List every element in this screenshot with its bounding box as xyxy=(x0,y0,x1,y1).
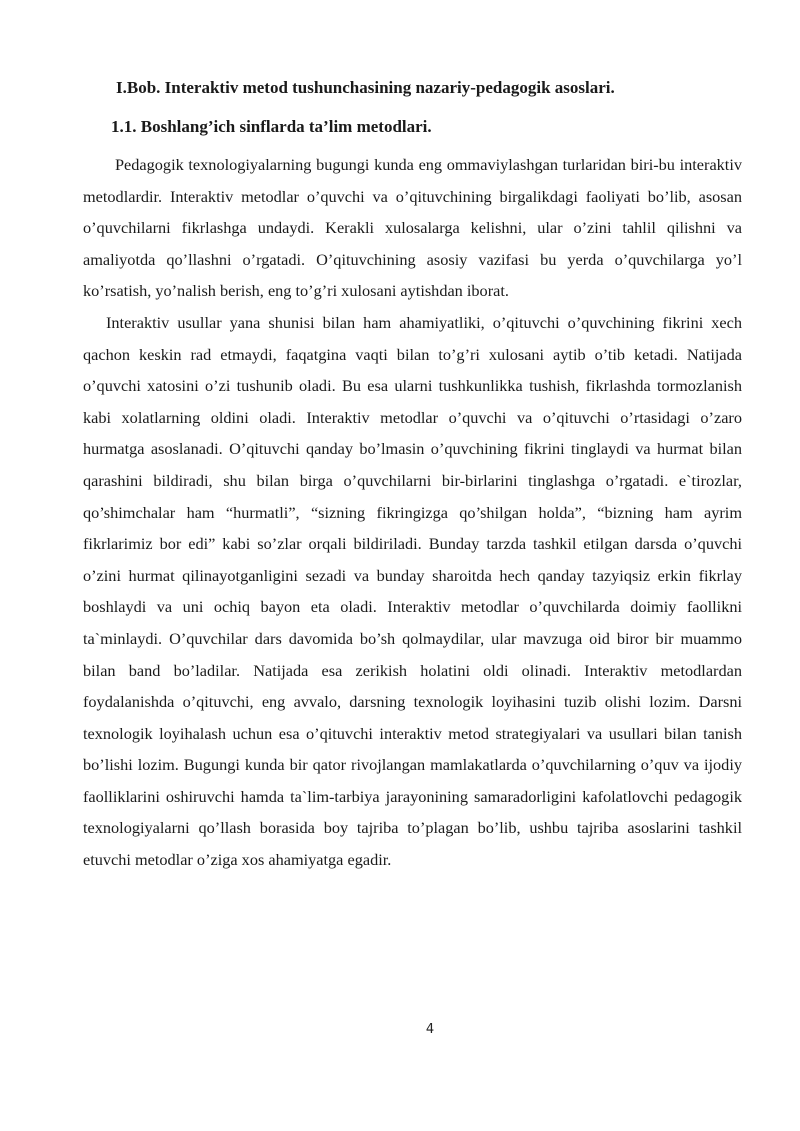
chapter-title: I.Bob. Interaktiv metod tushunchasining nazariy-pedagogik asoslari. xyxy=(116,78,615,97)
paragraph: Interaktiv usullar yana shunisi bilan ham ahamiyatliki, o’qituvchi o’quvchining fikrini xech qachon keskin rad etmaydi, faqatgina vaqti bilan to’g’ri xulosani aytib o’tib ketadi. Natijada o’quvchi xatosini o’zi tushunib oladi. Bu esa ularni tushkunlikka tushish, fikrlashda tormozlanish kabi xolatlarning oldini oladi. Interaktiv metodlar o’quvchi va o’qituvchi o’rtasidagi o’zaro hurmatga asoslanadi. O’qituvchi qanday bo’lmasin o’quvchining fikrini tinglaydi va hurmat bilan qarashini bildiradi, shu bilan birga o’quvchilarni bir-birlarini tinglashga o’rgatadi. e`tirozlar, qo’shimchalar ham “hurmatli”, “sizning fikringizga qo’shilgan holda”, “bizning ham ayrim fikrlarimiz bor edi” kabi so’zlar orqali bildiriladi. Bunday tarzda tashkil etilgan darsda o’quvchi o’zini hurmat qilinayotganligini sezadi va bunday sharoitda hech qanday tazyiqsiz erkin fikrlay boshlaydi va uni ochiq bayon eta oladi. Interaktiv metodlar o’quvchilarda doimiy faollikni ta`minlaydi. O’quvchilar dars davomida bo’sh qolmaydilar, ular mavzuga oid biror bir muammo bilan band bo’ladilar. Natijada esa zerikish holatini oldi olinadi. Interaktiv metodlardan foydalanishda o’qituvchi, eng avvalo, darsning texnologik loyihasini tuzib olishi lozim. Darsni texnologik loyihalash uchun esa o’qituvchi interaktiv metod strategiyalari va usullari bilan tanish bo’lishi lozim. Bugungi kunda bir qator rivojlangan mamlakatlarda o’quvchilarning o’quv va ijodiy faolliklarini oshiruvchi hamda ta`lim-tarbiya jarayonining samaradorligini kafolatlovchi pedagogik texnologiyalarni qo’llash borasida boy tajriba to’plagan bo’lib, ushbu tajriba asoslarini tashkil etuvchi metodlar o’ziga xos ahamiyatga egadir. xyxy=(83,312,742,870)
document-page xyxy=(83,76,742,876)
paragraph: Pedagogik texnologiyalarning bugungi kunda eng ommaviylashgan turlaridan biri-bu interaktiv metodlardir. Interaktiv metodlar o’quvchi va o’qituvchining birgalikdagi faoliyati bo’lib, asosan o’quvchilarni fikrlashga undaydi. Kerakli xulosalarga kelishni, ular o’zini tahlil qilishni va amaliyotda qo’llashni o’rgatadi. O’qituvchining asosiy vazifasi bu yerda o’quvchilarga yo’l ko’rsatish, yo’nalish berish, eng to’g’ri xulosani aytishdan iborat. xyxy=(83,155,742,301)
section-title: 1.1. Boshlang’ich sinflarda ta’lim metodlari. xyxy=(111,117,432,136)
page-number: 4 xyxy=(425,1022,435,1037)
